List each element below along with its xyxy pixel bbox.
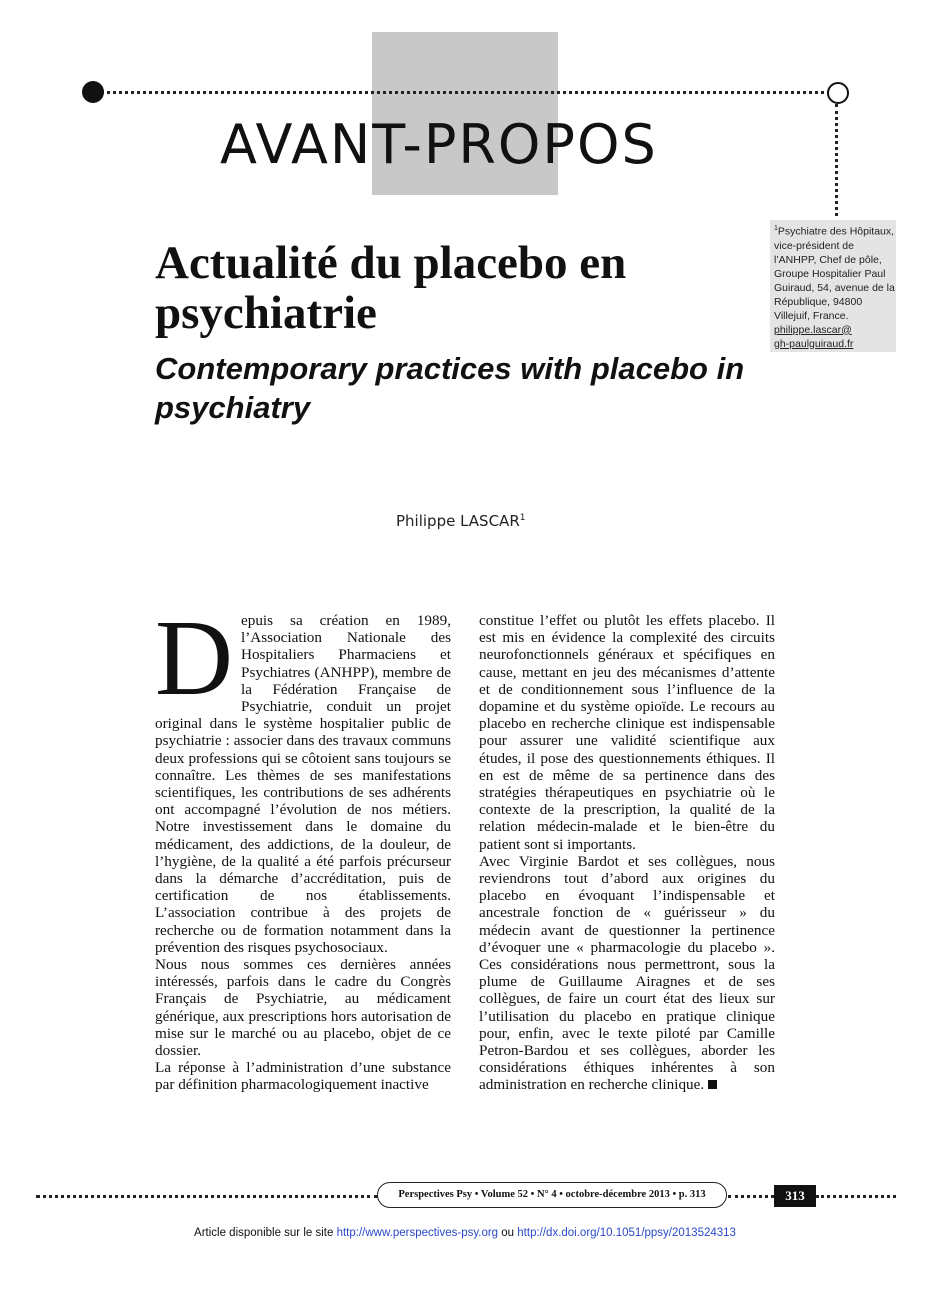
end-of-article-square-icon: [708, 1080, 717, 1089]
journal-site-link[interactable]: http://www.perspectives-psy.org: [336, 1227, 499, 1239]
open-circle-ornament: [827, 82, 849, 104]
footer-dotted-rule-left: [36, 1195, 378, 1198]
source-line: Article disponible sur le site http://www.perspectives-psy.org ou http://dx.doi.org/10.1051/ppsy/2013524313: [194, 1227, 736, 1239]
body-column-right: [479, 612, 775, 1094]
footer-dotted-rule-middle: [728, 1195, 774, 1198]
paragraph: Nous nous sommes ces dernières années intéressés, parfois dans le cadre du Congrès Français de Psychiatrie, au médicament générique, aux prescriptions hors autorisation de mise sur le marché ou au placebo, objet de ce dossier.: [155, 956, 451, 1060]
affiliation-text: Psychiatre des Hôpitaux, vice-président de l’ANHPP, Chef de pôle, Groupe Hospitalier Paul Guiraud, 54, avenue de la République, 94800 Villejuif, France.: [774, 225, 895, 322]
paragraph: La réponse à l’administration d’une substance par définition pharmacologiquement inactive: [155, 1059, 451, 1094]
body-column-left: [155, 599, 451, 1094]
article-title-french: Actualité du placebo en psychiatrie: [155, 237, 627, 339]
page-number: 313: [774, 1185, 816, 1207]
doi-link[interactable]: http://dx.doi.org/10.1051/ppsy/2013524313: [517, 1227, 736, 1239]
author-marker: 1: [519, 513, 526, 523]
affiliation-email[interactable]: philippe.lascar@ gh-paulguiraud.fr: [774, 323, 854, 350]
dropcap: D: [155, 599, 233, 718]
article-title-english: Contemporary practices with placebo in psychiatry: [155, 351, 745, 425]
paragraph: Avec Virginie Bardot et ses collègues, nous reviendrons tout d’abord aux origines du placebo en évoquant l’indispensable et ancestrale fonction de « guérisseur » du médecin avant de questionner la pertinence d’évoquer une « pharmacologie du placebo ». Ces considérations nous permettront, sous la plume de Guillaume Airagnes et de ses collègues, de faire un court état des lieux sur l’utilisation du placebo en pratique clinique pour, enfin, avec le texte piloté par Camille Petron-Bardou et ses collègues, aborder les considérations éthiques inhérentes à son administration en recherche clinique.: [479, 852, 775, 1094]
header-dotted-rule: [94, 91, 836, 94]
affiliation-marker: 1: [774, 225, 778, 232]
paragraph: constitue l’effet ou plutôt les effets placebo. Il est mis en évidence la complexité des circuits neurofonctionnels généraux et spécifiques en cause, mettant en jeu des mécanismes d’attente et de conditionnement sous l’influence de la dopamine et du système opioïde. Le recours au placebo en recherche clinique est indispensable pour assurer une validité scientifique aux études, il pose des questionnements éthiques. Il en est de même de sa pertinence dans des stratégies thérapeutiques en psychiatrie où le contexte de la prescription, la qualité de la relation médecin-malade et le bien-être du patient sont si importants.: [479, 612, 775, 853]
filled-circle-ornament: [82, 81, 104, 103]
paragraph: Depuis sa création en 1989, l’Association Nationale des Hospitaliers Pharmaciens et Psychiatres (ANHPP), membre de la Fédération Française de Psychiatrie, conduit un projet original dans le système hospitalier public de psychiatrie : associer dans des travaux communs deux professions qui se côtoient sans toujours se connaître. Les thèmes de ses manifestations scientifiques, les contributions de ses adhérents ont accompagné l’évolution de nos métiers. Notre investissement dans le domaine du médicament, des addictions, de la douleur, de l’hygiène, de la qualité a été parfois précurseur dans la démarche d’accréditation, puis de certification de nos établissements. L’association contribue à des projets de recherche ou de formation notamment dans la prévention des risques psychosociaux.: [155, 599, 451, 956]
footer-dotted-rule-right: [816, 1195, 896, 1198]
affiliation-note: [770, 220, 896, 352]
author-name: Philippe LASCAR$^1$: [396, 512, 526, 530]
vertical-dotted-rule: [835, 104, 838, 216]
journal-citation: Perspectives Psy • Volume 52 • N° 4 • octobre-décembre 2013 • p. 313: [377, 1182, 727, 1208]
section-title: AVANT-PROPOS: [220, 113, 658, 176]
